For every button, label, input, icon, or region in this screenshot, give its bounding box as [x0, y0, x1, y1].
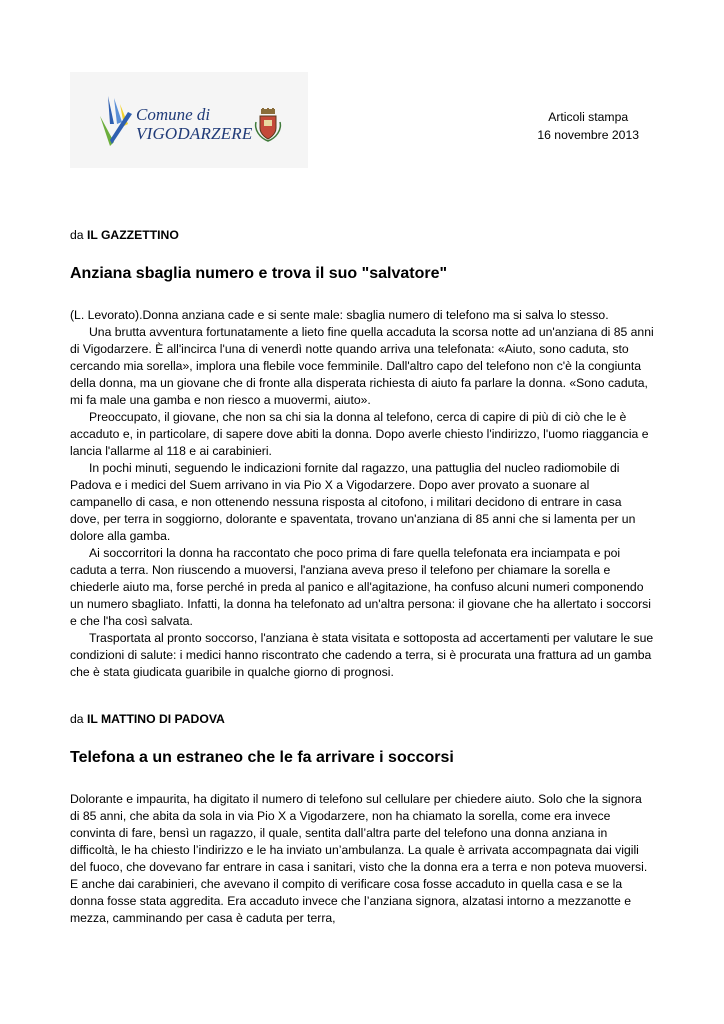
- article1-source: [70, 226, 654, 244]
- article1-paragraph: In pochi minuti, seguendo le indicazioni fornite dal ragazzo, una pattuglia del nucleo radiomobile di Padova e i medici del Suem arrivano in via Pio X a Vigodarzere. Dopo aver provato a suonare al campanello di casa, e non ottenendo nessuna risposta al citofono, i militari decidono di entrare in casa dove, per terra in soggiorno, dolorante e spaventata, trovano un'anziana di 85 anni che si lamenta per un dolore alla gamba.: [70, 461, 636, 543]
- article2-headline: Telefona a un estraneo che le fa arrivare i soccorsi: [70, 749, 454, 766]
- coat-of-arms-icon: [254, 108, 282, 142]
- article2-source-prefix: da: [70, 712, 84, 726]
- article2-source: [70, 710, 654, 728]
- article1-paragraph: Ai soccorritori la donna ha raccontato che poco prima di fare quella telefonata era inciampata e poi caduta a terra. Non riuscendo a muoversi, l'anziana aveva preso il telefono per chiamare la sorella e chiederle aiuto ma, forse perché in preda al panico e all'agitazione, ha confuso alcuni numeri componendo un numero sbagliato. Infatti, la donna ha telefonato ad un'altra persona: il giovane che ha allertato i soccorsi e che l'ha così salvata.: [70, 546, 651, 628]
- article1-paragraph: Trasportata al pronto soccorso, l'anziana è stata visitata e sottoposta ad accertamenti per valutare le sue condizioni di salute: i medici hanno riscontrato che cadendo a terra, si è procurata una frattura ad un gamba che è stata giudicata guaribile in qualche giorno di prognosi.: [70, 631, 654, 679]
- header-date: 16 novembre 2013: [537, 128, 639, 142]
- logo-text: [136, 106, 252, 142]
- article1-paragraph: (L. Levorato).Donna anziana cade e si sente male: sbaglia numero di telefono ma si salva lo stesso.: [70, 308, 609, 322]
- article2-source-name: IL MATTINO DI PADOVA: [86, 712, 225, 726]
- logo-line1: Comune di: [136, 105, 211, 124]
- municipality-logo: [70, 72, 308, 168]
- article1-paragraph: Preoccupato, il giovane, che non sa chi sia la donna al telefono, cerca di capire di più di ciò che le è accaduto e, in particolare, di sapere dove abiti la donna. Dopo averle chiesto l'indirizzo, l'uomo riaggancia e lancia l'allarme al 118 e ai carabinieri.: [70, 410, 649, 458]
- article1-source-prefix: da: [70, 228, 84, 242]
- article1-paragraph: Una brutta avventura fortunatamente a lieto fine quella accaduta la scorsa notte ad un'anziana di 85 anni di Vigodarzere. È all'incirca l'una di venerdì notte quando arriva una telefonata: «Aiuto, sono caduta, sto cercando mia sorella», implora una flebile voce femminile. Dall'altro capo del telefono non c'è la congiunta della donna, ma un giovane che di fronte alla disperata richiesta di aiuto fa parlare la donna. «Sono caduta, mi fa male una gamba e non riesco a muovermi, aiuto».: [70, 325, 654, 407]
- logo-emblem-icon: [98, 94, 138, 148]
- article1-headline: Anziana sbaglia numero e trova il suo "salvatore": [70, 265, 448, 282]
- article2-paragraph: Dolorante e impaurita, ha digitato il numero di telefono sul cellulare per chiedere aiuto. Solo che la signora di 85 anni, che abita da sola in via Pio X a Vigodarzere, non ha chiamato la sorella, come era invece convinta di fare, bensì un ragazzo, il quale, sentita dall’altra parte del telefono una donna anziana in difficoltà, le ha chiesto l’indirizzo e le ha inviato un’ambulanza. La quale è arrivata accompagnata dai vigili del fuoco, che dovevano far entrare in casa i sanitari, visto che la donna era a terra e non poteva muoversi. E anche dai carabinieri, che avevano il compito di verificare cosa fosse accaduto in quella casa e se la donna fosse stata aggredita. Era accaduto invece che l’anziana signora, alzatasi intorno a mezzanotte e mezza, camminando per casa è caduta per terra,: [70, 792, 648, 925]
- article1-source-name: IL GAZZETTINO: [86, 228, 179, 242]
- header-label: Articoli stampa: [548, 110, 629, 124]
- logo-line2: VIGODARZERE: [136, 124, 253, 143]
- document-body: [70, 226, 654, 927]
- document-header: [537, 108, 639, 144]
